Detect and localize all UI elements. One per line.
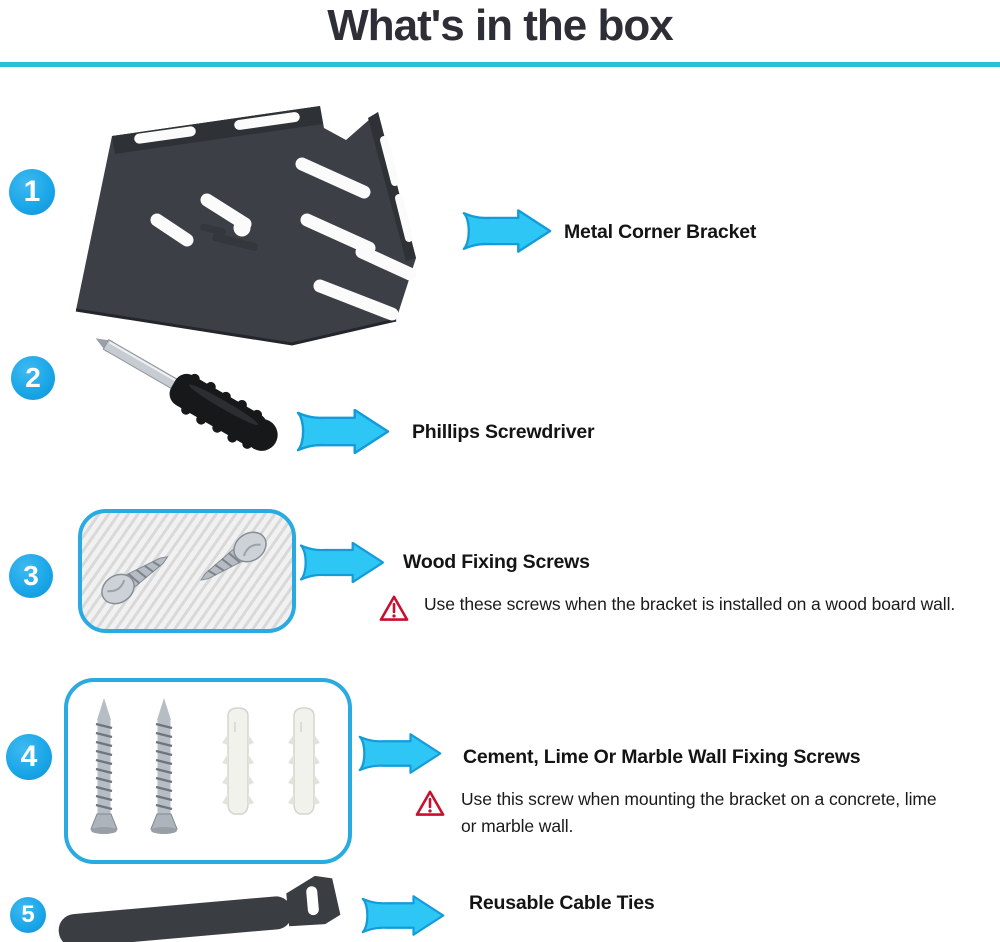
item-4-number-badge: 4	[6, 734, 52, 780]
wall-screws-panel	[64, 678, 352, 864]
wall-fixing-screws-anchors-icon	[68, 682, 348, 860]
item-1-label: Metal Corner Bracket	[564, 221, 757, 243]
item-4-label: Cement, Lime Or Marble Wall Fixing Screws	[463, 746, 861, 768]
item-5-label: Reusable Cable Ties	[469, 892, 655, 914]
item-3-warning-text: Use these screws when the bracket is installed on a wood board wall.	[424, 594, 956, 614]
wood-fixing-screws-icon	[82, 513, 292, 629]
arrow-icon	[361, 895, 445, 936]
item-3-label: Wood Fixing Screws	[403, 551, 590, 573]
item-3-number-badge: 3	[9, 554, 53, 598]
item-2-number-badge: 2	[11, 356, 55, 400]
metal-corner-bracket-icon	[62, 100, 464, 352]
page-title: What's in the box	[327, 1, 673, 50]
warning-triangle-icon	[379, 594, 410, 623]
phillips-screwdriver-icon	[88, 329, 300, 465]
arrow-icon	[462, 209, 552, 253]
item-2-label: Phillips Screwdriver	[412, 421, 595, 443]
reusable-cable-tie-icon	[52, 876, 372, 942]
item-4-warning-text: Use this screw when mounting the bracket on a concrete, lime or marble wall.	[461, 789, 937, 836]
item-5-number-badge: 5	[10, 897, 46, 933]
arrow-icon	[299, 542, 385, 583]
arrow-icon	[358, 733, 442, 774]
warning-triangle-icon	[415, 789, 446, 818]
item-1-number-badge: 1	[9, 169, 55, 215]
wood-screws-panel	[78, 509, 296, 633]
title-divider	[0, 62, 1000, 67]
arrow-icon	[296, 409, 390, 454]
